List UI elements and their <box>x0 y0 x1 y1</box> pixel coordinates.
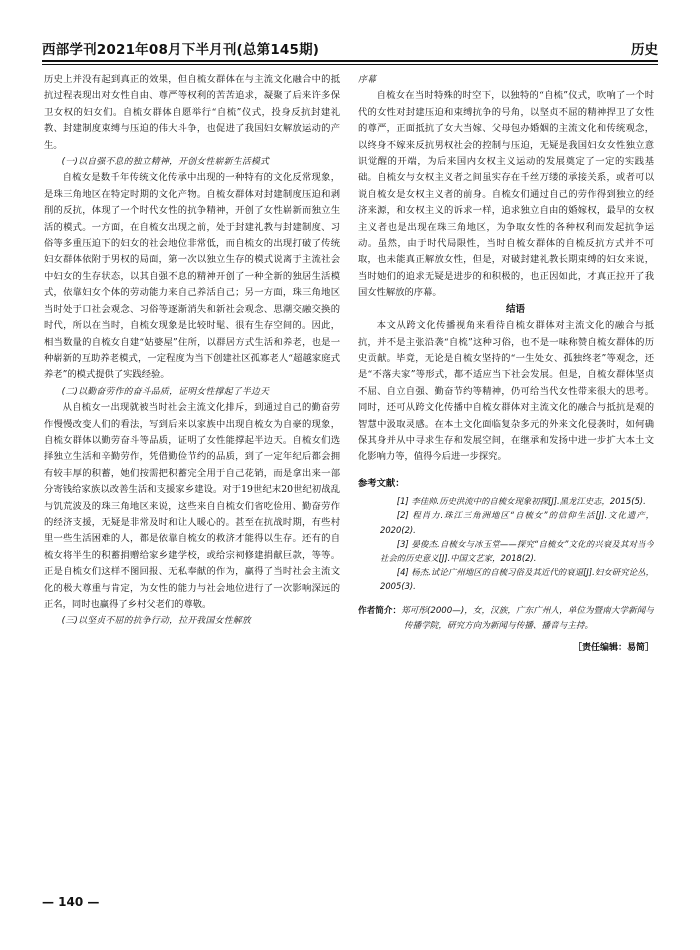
journal-title: 西部学刊2021年08月下半月刊(总第145期) <box>42 42 320 58</box>
paragraph: 历史上并没有起到真正的效果，但自梳女群体在与主流文化融合中的抵抗过程表现出对女性自由、尊严等权利的苦苦追求，凝聚了后来许多保卫女权的妇女们。自梳女群体自愿举行“自梳”仪式，投身反抗封建礼教、封建制度束缚与压迫的伟大斗争，也促进了我国妇女解放运动的产生。 <box>44 74 340 151</box>
author-bio <box>358 604 654 634</box>
responsible-editor: ［责任编辑：易简］ <box>572 642 654 653</box>
paragraph: 从自梳女一出现就被当时社会主流文化排斥，到通过自己的勤奋劳作慢慢改变人们的看法，写到后来以家族中出现自梳女为自豪的现象，自梳女群体以勤劳奋斗等品质，证明了女性能撑起半边天。自梳女们选择独立生活和辛勤劳作，凭借勤俭节约的品质，到了一定年纪后都会拥有较丰厚的积蓄，她们按需把积蓄完全用于自己花销，而是拿出来一部分寄钱给家族以改善生活和支援家乡建设。对于19世纪末20世纪初战乱与饥荒波及的珠三角地区来说，这些来自自梳女们省吃俭用、勤奋劳作的经济支援，无疑是非常及时和让人暖心的。甚至在抗战时期，有些村里一些生活困难的人，都是依靠自梳女的救济才能得以生存。还有的自梳女将半生的积蓄捐赠给家乡建学校，或给宗祠修建捐献巨款，等等。正是自梳女们这样不图回报、无私奉献的作为，赢得了当时社会主流文化的极大尊重与肯定，为女性的能力与社会地位进行了一次影响深远的正名，同时也赢得了乡村父老们的尊敬。 <box>44 402 340 610</box>
right-column <box>358 72 654 882</box>
paragraph: 本文从跨文化传播视角来看待自梳女群体对主流文化的融合与抵抗，并不是主张沿袭“自梳”这种习俗，也不是一味称赞自梳女群体的历史贡献。毕竟，无论是自梳女坚持的“一生处女、孤独终老”等观念，还是“不落夫家”等形式，都不适应当下社会发展。但是，自梳女群体坚贞不屈、自立自强、勤奋节约等精神，仍可给当代女性带来很大的思考。同时，还可从跨文化传播中自梳女群体对主流文化的融合与抵抗是观的智慧中汲取灵感。在本土文化面临复杂多元的外来文化侵袭时，如何确保其身并从中寻求生存和发展空间，在继承和发扬中进一步扩大本土文化影响力等，值得今后进一步探究。 <box>358 320 654 463</box>
header-rule-thick <box>42 60 658 62</box>
left-column <box>44 72 340 882</box>
subsection-heading: (二)以勤奋劳作的奋斗品质，证明女性撑起了半边天 <box>61 386 270 397</box>
author-bio-text: 郑可彤(2000—)，女，汉族，广东广州人，单位为暨南大学新闻与传播学院，研究方向为新闻与传播、播音与主持。 <box>401 605 654 631</box>
reference-item: [4] 杨杰.试论广州地区的自梳习俗及其近代的衰退[J].妇女研究论丛，2005(3). <box>380 567 654 592</box>
reference-item: [2] 程肖力.珠江三角洲地区“自梳女”的信仰生活[J].文化遗产，2020(2). <box>380 510 654 535</box>
author-bio-label: 作者简介： <box>358 605 402 616</box>
conclusion-heading: 结语 <box>505 303 525 315</box>
subsection-heading-continued: 序幕 <box>358 75 377 85</box>
references-heading: 参考文献： <box>358 477 405 489</box>
subsection-heading: (三)以坚贞不屈的抗争行动，拉开我国女性解放 <box>61 616 251 627</box>
header-rule-thin <box>42 64 658 65</box>
reference-item: [3] 晏俊杰.自梳女与冰玉堂——探究“自梳女”文化的兴衰及其对当今社会的历史意义[J].中国文艺家，2018(2). <box>380 538 654 563</box>
reference-item: [1] 李佳帅.历史洪流中的自梳女现象初探[J].黑龙江史志，2015(5). <box>396 496 646 507</box>
paragraph: 自梳女是数千年传统文化传承中出现的一种特有的文化反常现象，是珠三角地区在特定时期的文化产物。自梳女群体对封建制度压迫和剥削的反抗，体现了一个时代女性的抗争精神，开创了女性崭新而独立生活的模式。一方面，在自梳女出现之前，处于封建礼教与封建制度、习俗等多重压迫下的妇女的社会地位非常低，而自梳女的出现打破了传统妇女群体依附于男权的局面，第一次以独立生存的模式说离于主流社会中妇女的生存状态，以其自强不息的精神开创了一种全新的独居生活模式，依靠妇女个体的劳动能力来自己养活自己；另一方面，珠三角地区当时处于口社会观念、习俗等逐渐消失和新社会观念、思潮交融交换的时代，所以在当时，自梳女现象是比较时髦、很有生存空间的。因此，相当数量的自梳女自建“姑婆屋”住所，以群居方式生活和养老，也是一种崭新的互助养老模式，一定程度为当下创建社区孤寡老人“超越家庭式养老”的模式提供了实践经验。 <box>44 172 340 381</box>
page-header <box>42 34 658 60</box>
section-name: 历史 <box>631 42 658 58</box>
page-number: — 140 — <box>42 895 100 909</box>
paragraph: 自梳女在当时特殊的时空下，以独特的“自梳”仪式，吹响了一个时代的女性对封建压迫和束缚抗争的号角，以坚贞不屈的精神捍卫了女性的尊严，正面抵抗了女大当嫁、父母包办婚姻的主流文化和传统观念，以终身不嫁来反抗男权社会的控制与压迫，无疑是我国妇女女性独立意识觉醒的开端，为后来国内女权主义运动的发展奠定了一定的实践基础。自梳女与女权主义者之间虽实存在千丝万缕的承接关系，或者可以说自梳女是女权主义者的前身。自梳女们通过自己的劳作得到独立的经济来源，和女权主义的诉求一样，追求独立自由的婚嫁权，最早的女权主义者也是出现在珠三角地区，为争取女性的各种权利而发起抗争运动。虽然，由于时代局限性，当时自梳女群体的自梳反抗方式并不可取，也未能真正解放女性，但是，对破封建礼教长期束缚的妇女来说，当时她们的追求无疑是进步的和积极的，也正因如此，才真正拉开了我国女性解放的序幕。 <box>358 90 654 299</box>
subsection-heading: (一)以自强不息的独立精神，开创女性崭新生活模式 <box>61 157 270 168</box>
